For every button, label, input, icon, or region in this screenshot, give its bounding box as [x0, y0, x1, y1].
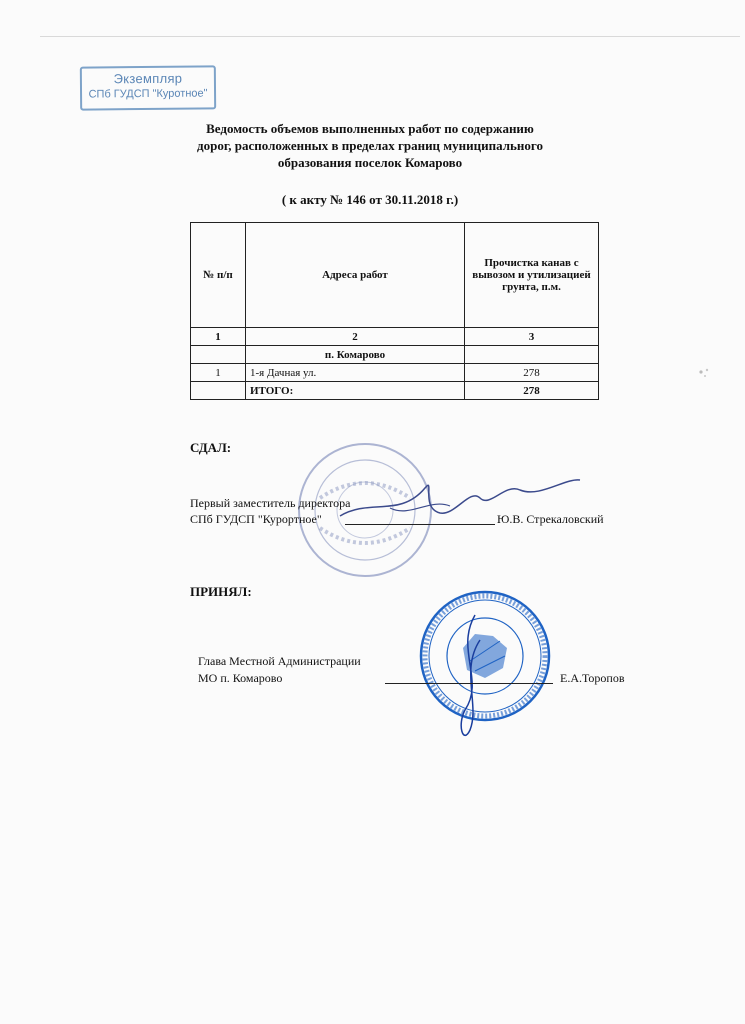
row-value: 278 [465, 364, 599, 382]
section-row [191, 346, 599, 364]
total-value: 278 [465, 382, 599, 400]
col-header-work: Прочистка канав с вывозом и утилизацией грунта, п.м. [465, 223, 599, 328]
table-row [191, 364, 599, 382]
col-header-address: Адреса работ [246, 223, 465, 328]
handed-position-line2: СПб ГУДСП "Курортное" [190, 512, 322, 526]
row-number: 1 [191, 364, 246, 382]
accepted-signature-line [385, 683, 553, 684]
handed-name: Ю.В. Стрекаловский [497, 512, 604, 526]
copy-stamp [80, 65, 216, 110]
col-number-3: 3 [465, 328, 599, 346]
accepted-position-line2: МО п. Комарово [198, 671, 283, 685]
works-table [190, 222, 599, 400]
row-address: 1-я Дачная ул. [246, 364, 465, 382]
section-empty-value [465, 346, 599, 364]
accepted-position-line1: Глава Местной Администрации [198, 654, 361, 668]
copy-stamp-line2: СПб ГУДСП "Куротное" [88, 87, 208, 101]
column-numbers-row [191, 328, 599, 346]
handed-position-line1: Первый заместитель директора [190, 496, 351, 510]
act-reference: ( к акту № 146 от 30.11.2018 г.) [281, 192, 459, 207]
signature-accepted [435, 610, 515, 750]
col-number-1: 1 [191, 328, 246, 346]
accepted-name: Е.А.Торопов [560, 671, 625, 685]
handed-signature-line [345, 524, 495, 525]
handed-label: СДАЛ: [190, 440, 232, 455]
copy-stamp-line1: Экземпляр [113, 70, 183, 87]
total-row [191, 382, 599, 400]
title-line-1: Ведомость объемов выполненных работ по содержанию [206, 121, 534, 136]
title-line-3: образования поселок Комарово [277, 155, 463, 170]
section-empty-cell [191, 346, 246, 364]
accepted-label: ПРИНЯЛ: [190, 584, 252, 599]
total-label: ИТОГО: [246, 382, 465, 400]
section-name: п. Комарово [246, 346, 465, 364]
table-header-row [191, 223, 599, 328]
total-empty-cell [191, 382, 246, 400]
col-number-2: 2 [246, 328, 465, 346]
paper-speck [695, 364, 715, 384]
col-header-number: № п/п [191, 223, 246, 328]
document-title [160, 120, 580, 171]
page-edge-line [40, 36, 740, 37]
title-line-2: дорог, расположенных в пределах границ муниципального [197, 138, 543, 153]
